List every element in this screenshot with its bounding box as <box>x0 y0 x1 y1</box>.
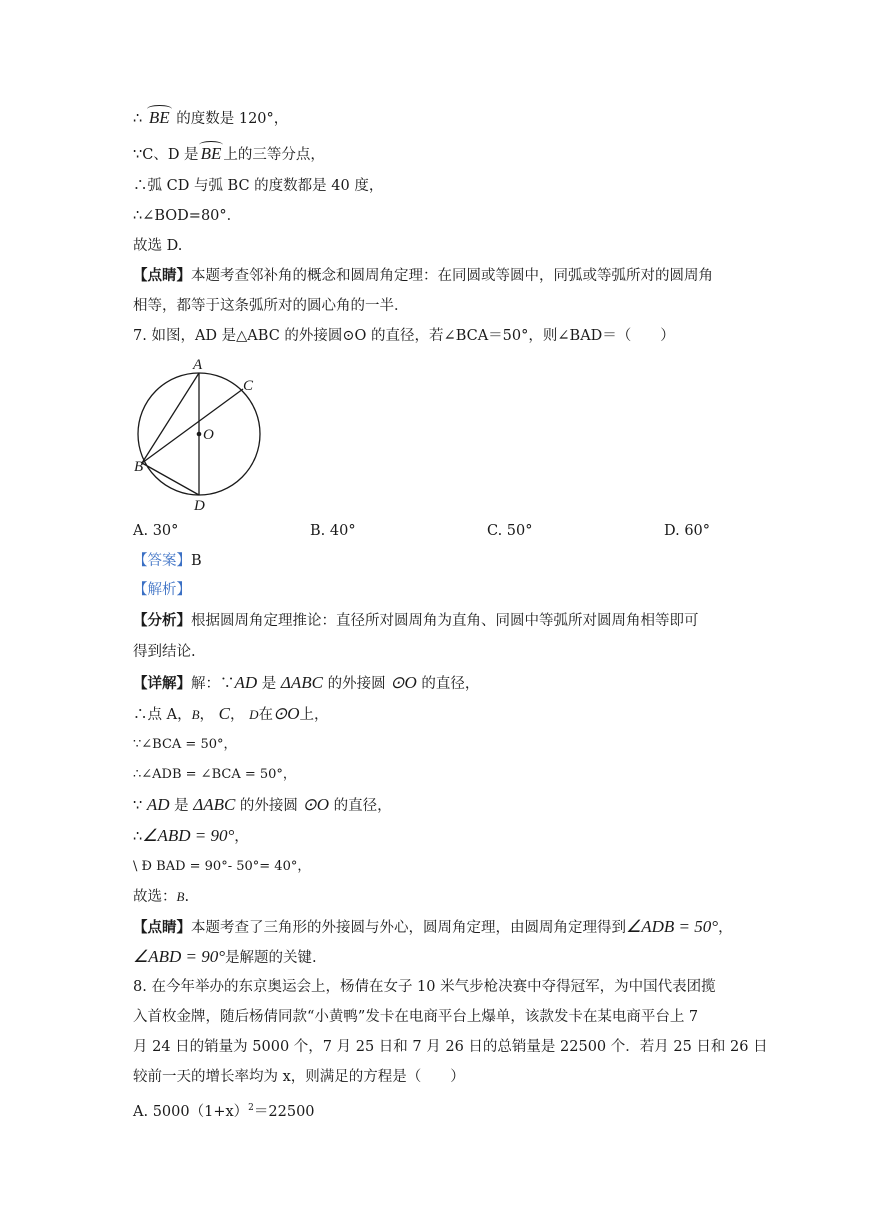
sol6-line-4: ∴∠BOD=80°． <box>133 208 242 224</box>
q7-detail-line-6: ∴∠ABD = 90°， <box>133 826 249 845</box>
q7-dianjing-1: 【点睛】本题考查了三角形的外接圆与外心，圆周角定理，由圆周角定理得到∠ADB = 50°， <box>133 917 733 936</box>
segment-bd <box>142 463 199 495</box>
sol6-comment-2: 相等，都等于这条弧所对的圆心角的一半． <box>133 298 409 314</box>
label-b: B <box>134 459 144 475</box>
q8-line-3: 月 24 日的销量为 5000 个，7 月 25 日和 7 月 26 日的总销量是 22500 个．若月 25 日和 26 日 <box>133 1039 768 1055</box>
q7-answer: 【答案】B <box>133 553 202 569</box>
sol6-line-3: ∴弧 CD 与弧 BC 的度数都是 40 度， <box>133 178 384 194</box>
arc-be: BE <box>148 108 170 127</box>
q7-detail-line-8: 故选：B. <box>133 889 190 905</box>
q7-fenxi-2: 得到结论. <box>133 644 196 660</box>
q7-option-a: A. 30° <box>133 523 179 539</box>
q7-dianjing-2: ∠ABD = 90°是解题的关键. <box>133 947 317 966</box>
sol6-comment-1: 【点睛】本题考查邻补角的概念和圆周角定理：在同圆或等圆中，同弧或等弧所对的圆周角 <box>133 267 713 284</box>
label-o: O <box>203 427 214 443</box>
q7-detail-line-1: 【详解】解：∵AD 是 ΔABC 的外接圆 ⊙O 的直径， <box>133 673 480 692</box>
segment-bc <box>142 389 243 463</box>
q7-detail-line-5: ∵ AD 是 ΔABC 的外接圆 ⊙O 的直径， <box>133 795 392 814</box>
q7-detail-line-4: ∴∠ADB = ∠BCA = 50°， <box>133 767 296 782</box>
q7-option-d: D. 60° <box>664 523 711 539</box>
q7-fenxi-1: 【分析】根据圆周角定理推论：直径所对圆周角为直角、同圆中等弧所对圆周角相等即可 <box>133 612 699 629</box>
q7-detail-line-7: \ Ð BAD = 90°- 50°= 40°， <box>133 859 311 874</box>
q8-line-1: 8. 在今年举办的东京奥运会上，杨倩在女子 10 米气步枪决赛中夺得冠军，为中国代表团揽 <box>133 979 716 995</box>
q7-option-b: B. 40° <box>310 523 356 539</box>
q7-circle-figure <box>130 352 270 514</box>
sol6-line-2: ∵C、D 是 BE 上的三等分点， <box>133 144 325 163</box>
arc-be: BE <box>200 144 222 163</box>
label-d: D <box>194 498 205 514</box>
q7-stem: 7. 如图，AD 是△ABC 的外接圆⊙O 的直径，若∠BCA＝50°，则∠BAD＝（ ） <box>133 328 675 344</box>
q7-option-c: C. 50° <box>487 523 533 539</box>
q7-detail-line-3: ∵∠BCA = 50°， <box>133 737 237 752</box>
label-c: C <box>243 378 254 394</box>
q8-line-4: 较前一天的增长率均为 x，则满足的方程是（ ） <box>133 1069 465 1085</box>
q7-detail-line-2: ∴点 A，B， C， D在⊙O上， <box>133 704 329 723</box>
q8-line-2: 入首枚金牌，随后杨倩同款“小黄鸭”发卡在电商平台上爆单，该款发卡在某电商平台上 7 <box>133 1009 699 1025</box>
label-a: A <box>193 357 203 373</box>
q7-analysis-tag: 【解析】 <box>133 582 191 598</box>
q8-option-a: A. $5000(1+x)^2=22500$ <box>133 1103 315 1120</box>
sol6-line-5: 故选 D. <box>133 238 183 254</box>
sol6-line-1: ∴ BE 的度数是 120°， <box>133 108 289 127</box>
segment-ab <box>142 373 199 463</box>
center-point <box>197 432 202 437</box>
